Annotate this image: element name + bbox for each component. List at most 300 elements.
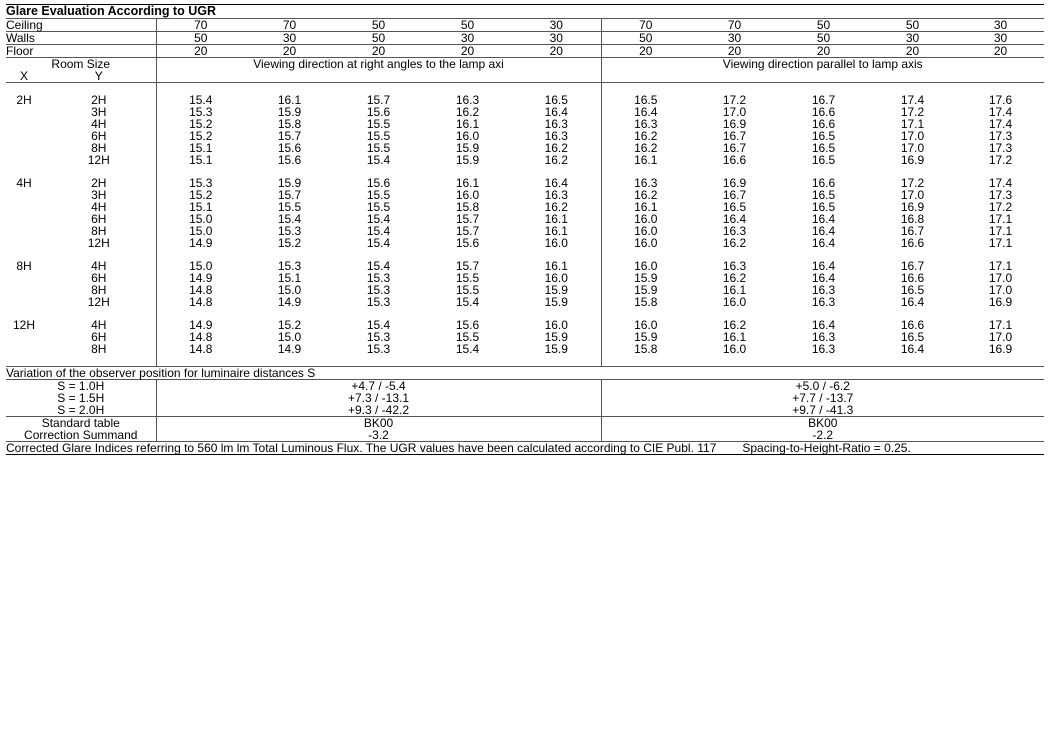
table-row [6, 154, 1044, 166]
ugr-value: 15.7 [455, 223, 480, 238]
group-spacer [6, 355, 1044, 367]
ugr-value: 16.2 [601, 142, 690, 154]
ugr-table [6, 4, 1044, 455]
table-row [6, 118, 1044, 130]
ugr-value: 15.4 [455, 294, 480, 309]
ugr-value: 17.2 [988, 199, 1013, 214]
ugr-value: 16.5 [544, 92, 568, 107]
ugr-value: 17.1 [988, 317, 1013, 332]
floor-value: 20 [156, 44, 245, 57]
ugr-value: 16.3 [811, 282, 836, 297]
variation-title: Variation of the observer position for luminaire distances S [6, 366, 1044, 379]
ugr-value: 14.8 [156, 331, 245, 343]
variation-title-row [6, 366, 1044, 379]
ugr-value: 15.0 [277, 282, 302, 297]
ugr-value: 16.3 [811, 294, 836, 309]
ugr-value: 16.3 [601, 177, 690, 189]
floor-value: 20 [779, 44, 868, 57]
ugr-value: 16.0 [544, 317, 568, 332]
variation-value-right: +9.7 / -41.3 [601, 404, 1044, 417]
ugr-value: 17.2 [722, 92, 747, 107]
ugr-value: 16.0 [544, 270, 568, 285]
ugr-value: 16.9 [988, 294, 1013, 309]
ceiling-value: 50 [334, 18, 423, 31]
ugr-value: 16.9 [722, 116, 747, 131]
ugr-value: 16.4 [722, 211, 747, 226]
ugr-value: 15.4 [366, 211, 391, 226]
group-x-blank [6, 225, 42, 237]
correction-summand-label: Correction Summand [6, 429, 156, 442]
ugr-value: 15.7 [366, 92, 391, 107]
table-row [6, 319, 1044, 331]
ugr-value: 17.0 [988, 329, 1013, 344]
ugr-value: 17.0 [900, 140, 925, 155]
ugr-value: 16.6 [900, 235, 925, 250]
table-row [6, 177, 1044, 189]
ugr-value: 16.0 [455, 128, 480, 143]
ugr-value: 15.0 [156, 260, 245, 272]
row-y-label: 3H [91, 187, 107, 202]
row-y-label: 4H [91, 199, 107, 214]
walls-value: 30 [868, 31, 957, 44]
ugr-value: 15.9 [455, 152, 480, 167]
room-size-header: Room Size [51, 56, 111, 71]
ugr-value: 15.9 [277, 104, 302, 119]
group-spacer [6, 249, 1044, 260]
group-x-blank [6, 272, 42, 284]
ceiling-value: 30 [957, 18, 1044, 31]
table-row [6, 213, 1044, 225]
floor-value: 20 [690, 44, 779, 57]
ugr-value: 15.8 [601, 343, 690, 355]
walls-value: 50 [779, 31, 868, 44]
ugr-value: 17.2 [988, 152, 1013, 167]
ugr-value: 15.6 [277, 152, 302, 167]
ugr-value: 15.8 [277, 116, 302, 131]
group-x-blank [6, 284, 42, 296]
correction-summand-left: -3.2 [156, 429, 601, 442]
section-underline-left [156, 70, 601, 83]
ugr-value: 16.5 [601, 94, 690, 106]
spacer-cell [6, 308, 42, 319]
ugr-value: 16.9 [900, 199, 925, 214]
ceiling-value: 50 [868, 18, 957, 31]
ugr-value: 16.1 [455, 116, 480, 131]
ugr-value: 17.0 [722, 104, 747, 119]
ugr-value: 16.4 [811, 235, 836, 250]
row-y-label: 4H [91, 258, 107, 273]
ugr-value: 17.1 [988, 223, 1013, 238]
ugr-value: 15.3 [366, 294, 391, 309]
ugr-value: 15.1 [156, 154, 245, 166]
ugr-value: 15.4 [366, 152, 391, 167]
row-y-label: 12H [87, 152, 110, 167]
row-label-ceiling: Ceiling [6, 18, 156, 31]
ugr-value: 16.5 [900, 329, 925, 344]
ugr-value: 16.1 [544, 258, 568, 273]
group-x-blank [6, 142, 42, 154]
spacer-cell [42, 249, 156, 260]
group-x-label: 8H [16, 258, 32, 273]
ugr-value: 16.9 [900, 152, 925, 167]
ugr-value: 16.4 [544, 104, 568, 119]
ugr-value: 15.4 [366, 223, 391, 238]
ugr-value: 15.4 [366, 317, 391, 332]
ugr-value: 16.6 [811, 175, 836, 190]
ugr-value: 15.0 [156, 225, 245, 237]
ugr-value: 16.0 [601, 260, 690, 272]
ugr-value: 16.6 [811, 104, 836, 119]
ugr-value: 15.3 [156, 106, 245, 118]
correction-summand-right: -2.2 [601, 429, 1044, 442]
ugr-value: 15.9 [277, 175, 302, 190]
spacer-cell [42, 82, 156, 94]
ugr-value: 15.7 [277, 128, 302, 143]
ugr-value: 15.1 [156, 142, 245, 154]
ugr-value: 16.0 [601, 225, 690, 237]
row-y-label: 3H [91, 104, 107, 119]
ugr-value: 16.1 [601, 201, 690, 213]
ugr-value: 14.9 [277, 294, 302, 309]
ugr-value: 15.4 [156, 94, 245, 106]
ugr-value: 17.0 [988, 282, 1013, 297]
ugr-value: 17.3 [988, 128, 1013, 143]
row-y-label: 6H [91, 329, 107, 344]
floor-value: 20 [423, 44, 512, 57]
ugr-value: 16.0 [601, 319, 690, 331]
ugr-value: 16.0 [544, 235, 568, 250]
ugr-value: 17.1 [988, 258, 1013, 273]
ugr-value: 16.7 [722, 140, 747, 155]
ugr-value: 15.6 [455, 317, 480, 332]
ugr-value: 17.2 [900, 175, 925, 190]
reflectance-row-floor [6, 44, 1044, 57]
ugr-value: 16.3 [811, 329, 836, 344]
ugr-value: 16.2 [601, 130, 690, 142]
variation-value-left: +9.3 / -42.2 [156, 404, 601, 417]
standard-table-left: BK00 [156, 416, 601, 429]
ugr-value: 16.6 [722, 152, 747, 167]
ugr-value: 16.3 [455, 92, 480, 107]
ugr-value: 16.1 [601, 154, 690, 166]
ugr-value: 16.9 [988, 341, 1013, 356]
ugr-value: 16.4 [811, 258, 836, 273]
ugr-value: 15.2 [156, 130, 245, 142]
ugr-value: 16.9 [722, 175, 747, 190]
floor-value: 20 [334, 44, 423, 57]
footer-row [6, 441, 1044, 454]
ugr-value: 16.6 [900, 317, 925, 332]
ugr-value: 16.7 [900, 223, 925, 238]
ugr-value: 16.4 [900, 294, 925, 309]
group-x-blank [6, 296, 42, 308]
ugr-value: 15.4 [277, 211, 302, 226]
ugr-value: 17.4 [900, 92, 925, 107]
ugr-value: 16.2 [722, 235, 747, 250]
ugr-value: 15.4 [366, 258, 391, 273]
row-y-label: 4H [91, 317, 107, 332]
section-underline-right [601, 70, 1044, 83]
table-row [6, 142, 1044, 154]
spacer-cell [6, 249, 42, 260]
spacer-cell [156, 308, 601, 319]
table-row [6, 331, 1044, 343]
ugr-value: 17.3 [988, 187, 1013, 202]
spacer-cell [156, 249, 601, 260]
ugr-value: 15.2 [277, 317, 302, 332]
group-x-blank [6, 106, 42, 118]
variation-value-right: +7.7 / -13.7 [601, 392, 1044, 404]
ugr-value: 17.4 [988, 104, 1013, 119]
ugr-value: 15.5 [366, 116, 391, 131]
ugr-value: 15.7 [277, 187, 302, 202]
ugr-value: 15.5 [366, 187, 391, 202]
ugr-value: 14.9 [156, 237, 245, 249]
ugr-value: 15.5 [455, 282, 480, 297]
table-row [6, 237, 1044, 249]
ceiling-value: 70 [601, 18, 690, 31]
group-x-blank [6, 343, 42, 355]
ugr-value: 14.8 [156, 296, 245, 308]
ugr-value: 17.1 [988, 235, 1013, 250]
ugr-value: 16.5 [811, 199, 836, 214]
group-x-label: 12H [12, 317, 35, 332]
ugr-value: 15.1 [277, 270, 302, 285]
variation-label: S = 1.0H [57, 378, 105, 393]
ugr-value: 15.0 [156, 213, 245, 225]
ugr-value: 16.5 [811, 140, 836, 155]
ugr-value: 16.4 [811, 317, 836, 332]
ugr-value: 15.9 [601, 284, 690, 296]
section-header-perpendicular: Viewing direction at right angles to the lamp axi [156, 57, 601, 70]
ugr-value: 16.4 [544, 175, 568, 190]
ugr-value: 16.2 [601, 189, 690, 201]
ugr-value: 14.9 [156, 319, 245, 331]
spacer-cell [156, 166, 601, 177]
ugr-value: 15.2 [277, 235, 302, 250]
ugr-value: 16.4 [811, 223, 836, 238]
section-header-parallel: Viewing direction parallel to lamp axis [601, 57, 1044, 70]
variation-row [6, 392, 1044, 404]
ceiling-value: 70 [245, 18, 334, 31]
floor-value: 20 [601, 44, 690, 57]
spacer-cell [42, 355, 156, 367]
group-spacer [6, 166, 1044, 177]
ugr-value: 16.6 [900, 270, 925, 285]
ugr-value: 16.1 [277, 92, 302, 107]
ceiling-value: 50 [423, 18, 512, 31]
ugr-value: 15.9 [544, 341, 568, 356]
group-x-blank [6, 237, 42, 249]
ugr-value: 16.5 [811, 187, 836, 202]
variation-row [6, 379, 1044, 392]
ceiling-value: 50 [779, 18, 868, 31]
ugr-value: 15.8 [601, 296, 690, 308]
ugr-value: 15.9 [544, 294, 568, 309]
ugr-value: 16.0 [455, 187, 480, 202]
ugr-value: 15.9 [455, 140, 480, 155]
axis-label-y: Y [42, 70, 156, 83]
ugr-value: 16.0 [722, 341, 747, 356]
ugr-value: 16.2 [544, 152, 568, 167]
ugr-value: 15.9 [601, 272, 690, 284]
ugr-value: 17.0 [900, 187, 925, 202]
ugr-value: 16.3 [811, 341, 836, 356]
ugr-value: 16.4 [900, 341, 925, 356]
ugr-value: 15.3 [277, 223, 302, 238]
spacer-cell [601, 166, 1044, 177]
ugr-value: 16.5 [900, 282, 925, 297]
ugr-value: 16.5 [811, 152, 836, 167]
spacer-cell [156, 82, 601, 94]
ugr-value: 16.2 [722, 317, 747, 332]
ugr-value: 17.2 [900, 104, 925, 119]
ugr-value: 16.2 [455, 104, 480, 119]
ugr-value: 15.3 [366, 282, 391, 297]
ugr-value: 17.3 [988, 140, 1013, 155]
ugr-value: 15.5 [366, 199, 391, 214]
floor-value: 20 [868, 44, 957, 57]
table-row [6, 343, 1044, 355]
ugr-value: 17.1 [988, 211, 1013, 226]
ceiling-value: 70 [690, 18, 779, 31]
ugr-value: 16.5 [811, 128, 836, 143]
ugr-value: 15.7 [455, 211, 480, 226]
ugr-value: 16.0 [722, 294, 747, 309]
ugr-value: 16.1 [544, 223, 568, 238]
walls-value: 30 [423, 31, 512, 44]
ugr-value: 16.0 [601, 213, 690, 225]
variation-row [6, 404, 1044, 417]
row-y-label: 6H [91, 211, 107, 226]
ugr-value: 15.5 [366, 140, 391, 155]
floor-value: 20 [245, 44, 334, 57]
group-x-blank [6, 189, 42, 201]
ugr-value: 15.8 [455, 199, 480, 214]
section-header-row [6, 57, 1044, 70]
table-row [6, 225, 1044, 237]
walls-value: 50 [601, 31, 690, 44]
variation-value-left: +7.3 / -13.1 [156, 392, 601, 404]
ugr-value: 16.3 [722, 258, 747, 273]
correction-summand-row [6, 429, 1044, 442]
page-title: Glare Evaluation According to UGR [6, 5, 1044, 19]
ugr-value: 16.4 [601, 106, 690, 118]
row-y-label: 12H [87, 235, 110, 250]
table-row [6, 296, 1044, 308]
ugr-value: 15.7 [455, 258, 480, 273]
reflectance-row-ceiling [6, 18, 1044, 31]
row-y-label: 12H [87, 294, 110, 309]
ugr-value: 17.4 [988, 175, 1013, 190]
ugr-value: 15.4 [455, 341, 480, 356]
group-x-blank [6, 331, 42, 343]
ugr-value: 14.8 [156, 284, 245, 296]
group-x-blank [6, 130, 42, 142]
group-x-blank [6, 154, 42, 166]
ugr-value: 16.8 [900, 211, 925, 226]
group-x-blank [6, 118, 42, 130]
spacer-cell [6, 355, 42, 367]
walls-value: 50 [334, 31, 423, 44]
ugr-value: 17.0 [988, 270, 1013, 285]
walls-value: 30 [512, 31, 601, 44]
group-spacer [6, 82, 1044, 94]
title-row [6, 5, 1044, 19]
ugr-value: 16.7 [722, 187, 747, 202]
ceiling-value: 70 [156, 18, 245, 31]
spacer-cell [601, 249, 1044, 260]
axis-label-x: X [6, 70, 42, 83]
footer-ratio: Spacing-to-Height-Ratio = 0.25. [742, 440, 911, 455]
ugr-value: 15.5 [277, 199, 302, 214]
ugr-value: 16.0 [601, 237, 690, 249]
ugr-value: 15.6 [366, 104, 391, 119]
ugr-value: 16.3 [601, 118, 690, 130]
row-y-label: 8H [91, 140, 107, 155]
footer-text: Corrected Glare Indices referring to 560 lm lm Total Luminous Flux. The UGR values have been calculated according to CIE Publ. 117 [6, 440, 717, 455]
ugr-value: 16.2 [544, 140, 568, 155]
standard-table-right: BK00 [601, 416, 1044, 429]
spacer-cell [42, 308, 156, 319]
walls-value: 30 [690, 31, 779, 44]
ugr-value: 15.3 [156, 177, 245, 189]
ugr-value: 15.6 [455, 235, 480, 250]
ugr-value: 16.7 [900, 258, 925, 273]
ugr-value: 17.1 [900, 116, 925, 131]
spacer-cell [42, 166, 156, 177]
row-y-label: 4H [91, 116, 107, 131]
group-x-label: 2H [16, 92, 32, 107]
ugr-value: 16.3 [544, 187, 568, 202]
walls-value: 50 [156, 31, 245, 44]
standard-table-row [6, 416, 1044, 429]
ugr-value: 15.1 [156, 201, 245, 213]
ugr-value: 16.4 [811, 211, 836, 226]
row-y-label: 8H [91, 282, 107, 297]
ugr-value: 14.9 [277, 341, 302, 356]
variation-value-right: +5.0 / -6.2 [601, 379, 1044, 392]
ugr-value: 15.5 [455, 270, 480, 285]
ugr-value: 15.3 [277, 258, 302, 273]
ugr-value: 16.1 [722, 282, 747, 297]
ceiling-value: 30 [512, 18, 601, 31]
ugr-value: 15.5 [455, 329, 480, 344]
ugr-value: 15.3 [366, 329, 391, 344]
table-row [6, 189, 1044, 201]
group-x-blank [6, 201, 42, 213]
spacer-cell [601, 82, 1044, 94]
floor-value: 20 [957, 44, 1044, 57]
table-row [6, 94, 1044, 106]
ugr-value: 16.3 [722, 223, 747, 238]
walls-value: 30 [245, 31, 334, 44]
ugr-value: 15.2 [156, 189, 245, 201]
ugr-value: 16.2 [722, 270, 747, 285]
row-y-label: 2H [91, 175, 107, 190]
ugr-value: 15.4 [366, 235, 391, 250]
spacer-cell [6, 82, 42, 94]
ugr-value: 15.6 [277, 140, 302, 155]
ugr-value: 16.7 [722, 128, 747, 143]
ugr-value: 15.2 [156, 118, 245, 130]
ugr-value: 15.3 [366, 341, 391, 356]
row-label-walls: Walls [6, 31, 156, 44]
spacer-cell [601, 308, 1044, 319]
walls-value: 30 [957, 31, 1044, 44]
row-y-label: 6H [91, 270, 107, 285]
ugr-value: 16.4 [811, 270, 836, 285]
